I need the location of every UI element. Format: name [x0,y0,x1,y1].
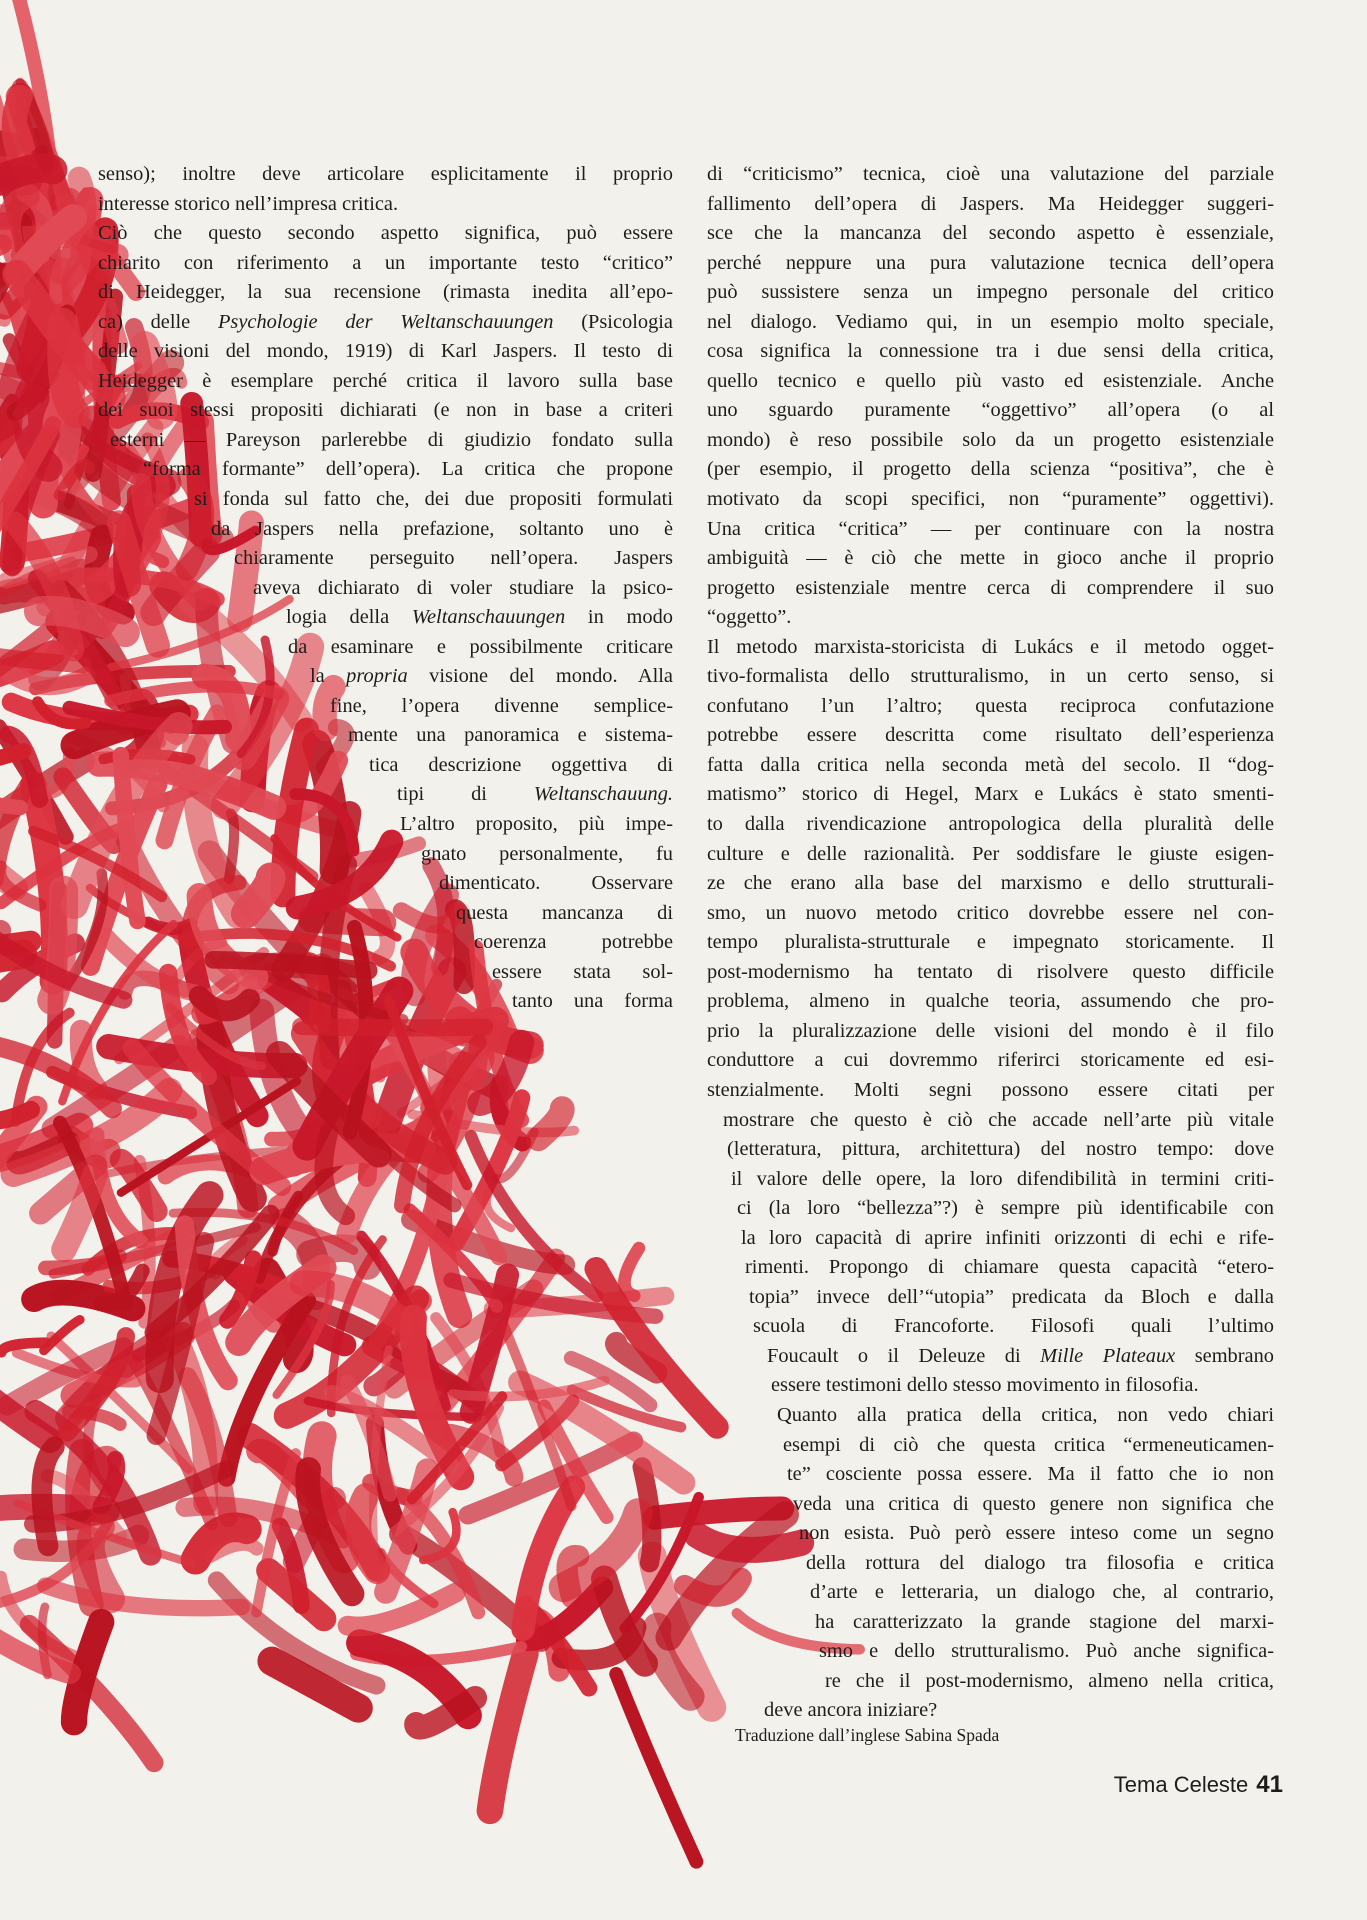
text-line: conduttore a cui dovremmo riferirci storicamente ed esi- [707,1049,1274,1072]
brush-stroke [45,1586,242,1609]
text-line: di “criticismo” tecnica, cioè una valutazione del parziale [707,163,1274,185]
text-line: nel dialogo. Vediamo qui, in un esempio molto speciale, [707,310,1274,333]
brush-stroke [348,1593,456,1627]
text-line: post-modernismo ha tentato di risolvere questo difficile [707,960,1274,983]
brush-stroke [538,1109,562,1139]
text-line: di Heidegger, la sua recensione (rimasta inedita all’epo- [98,281,673,304]
text-line: senso); inoltre deve articolare esplicitamente il proprio [98,163,673,185]
text-line: scuola di Francoforte. Filosofi quali l’ultimo [753,1315,1274,1338]
text-line: sce che la mancanza del secondo aspetto è essenziale, [707,222,1274,245]
text-line: esterni — Pareyson parlerebbe di giudizio fondato sulla [110,428,673,451]
text-line: da Jaspers nella prefazione, soltanto uno è [211,517,673,540]
right-text-column [707,160,1274,1726]
text-line: smo e dello strutturalismo. Può anche significa- [819,1640,1274,1663]
brush-stroke [624,1248,638,1296]
brush-stroke [211,1544,257,1556]
text-line: “forma formante” dell’opera). La critica che propone [143,458,673,481]
text-line: motivato da scopi specifici, non “puramente” oggettivi). [707,488,1274,511]
text-line: rimenti. Propongo di chiamare questa capacità “etero- [745,1256,1274,1279]
text-line: veda una critica di questo genere non significa che [793,1492,1274,1515]
text-line: ambiguità — è ciò che mette in gioco anche il proprio [707,547,1274,570]
text-line: smo, un nuovo metodo critico dovrebbe essere nel con- [707,901,1274,924]
brush-stroke [0,0,2,150]
text-line: chiaramente perseguito nell’opera. Jaspers [234,547,673,570]
text-line: delle visioni del mondo, 1919) di Karl Jaspers. Il testo di [98,340,673,363]
text-line: re che il post-modernismo, almeno nella critica, [825,1669,1274,1692]
text-line: da esaminare e possibilmente criticare [288,635,673,658]
text-line: potrebbe essere descritta come risultato dell’esperienza [707,724,1274,747]
text-line: chiarito con riferimento a un importante testo “critico” [98,251,673,274]
text-line: tica descrizione oggettiva di [369,753,673,776]
text-line: cosa significa la connessione tra i due sensi della critica, [707,340,1274,363]
text-line: ca) delle Psychologie der Weltanschauungen (Psicologia [98,310,673,333]
text-line: “oggetto”. [707,606,792,629]
text-line: Una critica “critica” — per continuare con la nostra [707,517,1274,540]
left-text-column [98,160,673,1017]
text-line: d’arte e letteraria, un dialogo che, al contrario, [810,1581,1274,1604]
text-line: mente una panoramica e sistema- [348,724,673,747]
text-line: non esista. Può però essere inteso come un segno [799,1522,1274,1545]
text-line: Heidegger è esemplare perché critica il lavoro sulla base [98,369,673,392]
text-line: si fonda sul fatto che, dei due propositi formulati [194,488,673,511]
text-line: confutano l’un l’altro; questa reciproca confutazione [707,694,1274,717]
text-line: Ciò che questo secondo aspetto significa, può essere [98,222,673,245]
text-line: mostrare che questo è ciò che accade nell’arte più vitale [723,1108,1274,1131]
text-line: te” cosciente possa essere. Ma il fatto che io non [787,1463,1274,1486]
text-line: può sussistere senza un impegno personale del critico [707,281,1274,304]
text-line: perché neppure una pura valutazione tecnica dell’opera [707,251,1274,274]
text-line: dei suoi stessi propositi dichiarati (e non in base a criteri [98,399,673,422]
text-line: quello tecnico e quello più vasto ed esistenziale. Anche [707,369,1274,392]
text-line: ci (la loro “bellezza”?) è sempre più identificabile con [737,1197,1274,1220]
text-line: (letteratura, pittura, architettura) del nostro tempo: dove [727,1138,1274,1161]
text-line: matismo” storico di Hegel, Marx e Lukács è stato smenti- [707,783,1274,806]
text-line: tanto una forma [512,990,673,1013]
text-line: tipi di Weltanschauung. [397,783,673,806]
text-line: culture e delle razionalità. Per soddisfare le giuste esigen- [707,842,1274,865]
text-line: Quanto alla pratica della critica, non vedo chiari [777,1403,1274,1426]
text-line: il valore delle opere, la loro difendibilità in termini criti- [731,1167,1274,1190]
text-line: mondo) è reso possibile solo da un progetto esistenziale [707,428,1274,451]
text-line: fine, l’opera divenne semplice- [330,694,673,717]
text-line: la loro capacità di aprire infiniti orizzonti di echi e rife- [741,1226,1274,1249]
text-line: topia” invece dell’“utopia” predicata da Bloch e dalla [749,1285,1274,1308]
brush-stroke [301,1026,485,1028]
text-line: prio la pluralizzazione delle visioni del mondo è il filo [707,1019,1274,1042]
page-footer [1114,1771,1283,1799]
text-line: tivo-formalista dello strutturalismo, in un certo senso, si [707,665,1274,688]
text-line: interesse storico nell’impresa critica. [98,192,399,215]
text-line: la propria visione del mondo. Alla [310,665,673,688]
text-line: essere stata sol- [492,960,673,983]
text-line: ze che erano alla base del marxismo e dello strutturali- [707,872,1274,895]
text-line: stenzialmente. Molti segni possono essere citati per [707,1078,1274,1101]
text-line: coerenza potrebbe [474,931,673,954]
text-line: tempo pluralista-strutturale e impegnato storicamente. Il [707,931,1274,954]
text-line: dimenticato. Osservare [439,872,673,895]
text-line: deve ancora iniziare? [764,1699,938,1722]
brush-stroke [490,1654,526,1811]
text-line: (per esempio, il progetto della scienza “positiva”, che è [707,458,1274,481]
text-line: fallimento dell’opera di Jaspers. Ma Heidegger suggeri- [707,192,1274,215]
text-line: ha caratterizzato la grande stagione del marxi- [815,1610,1274,1633]
text-line: della rottura del dialogo tra filosofia e critica [806,1551,1274,1574]
text-line: progetto esistenziale mentre cerca di comprendere il suo [707,576,1274,599]
text-line: problema, almeno in qualche teoria, assumendo che pro- [707,990,1274,1013]
text-line: logia della Weltanschauungen in modo [286,606,673,629]
translation-credit: Traduzione dall’inglese Sabina Spada [735,1725,1000,1745]
magazine-name: Tema Celeste [1113,1772,1249,1797]
page-number: 41 [1256,1771,1283,1798]
text-line: essere testimoni dello stesso movimento in filosofia. [771,1374,1199,1397]
text-line: fatta dalla critica nella seconda metà del secolo. Il “dog- [707,753,1274,776]
text-line: esempi di ciò che questa critica “ermeneuticamen- [783,1433,1274,1456]
text-line: gnato personalmente, fu [421,842,673,865]
text-line: Foucault o il Deleuze di Mille Plateaux sembrano [767,1344,1274,1367]
text-line: aveva dichiarato di voler studiare la psico- [253,576,673,599]
text-line: uno sguardo puramente “oggettivo” all’opera (o al [707,399,1274,422]
text-line: to dalla rivendicazione antropologica della pluralità delle [707,813,1274,836]
text-line: questa mancanza di [456,901,673,924]
text-line: L’altro proposito, più impe- [400,813,673,836]
text-line: Il metodo marxista-storicista di Lukács e il metodo ogget- [707,635,1274,658]
